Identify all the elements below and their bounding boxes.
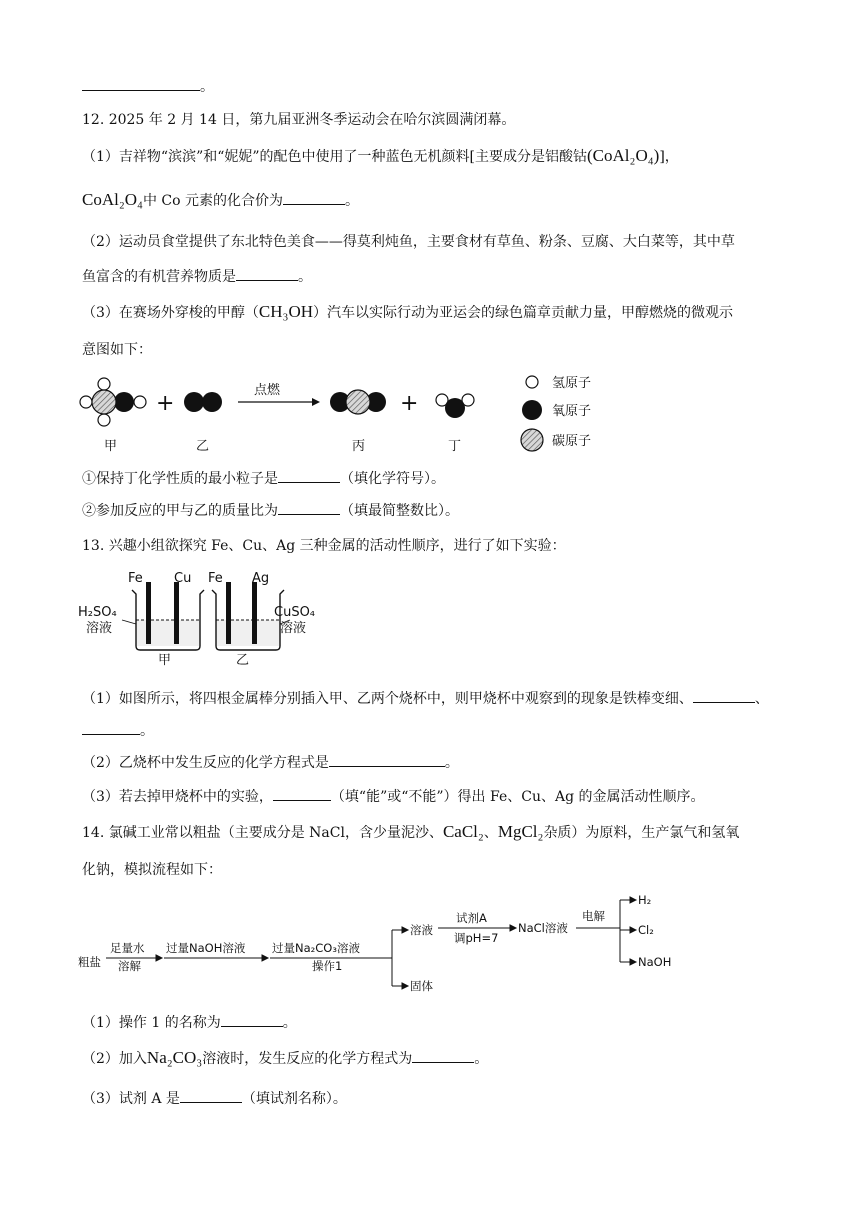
answer-blank — [283, 190, 345, 205]
flow-branch-solution: 溶液 — [410, 923, 433, 937]
label-jia: 甲 — [104, 439, 118, 454]
q12-sub1 — [82, 468, 445, 489]
q12-part3-line1 — [82, 302, 733, 323]
metal-ag-right: Ag — [252, 571, 270, 586]
q14-intro-line1 — [82, 822, 739, 843]
answer-blank — [278, 468, 340, 483]
q12-part1-line2 — [82, 190, 359, 211]
cobalt-aluminate-formula-2: CoAl₂O₄ — [82, 190, 143, 209]
separator: 、 — [483, 825, 498, 841]
beaker-name-jia: 甲 — [158, 653, 172, 668]
flow-start: 粗盐 — [78, 955, 101, 969]
beaker-name-yi: 乙 — [236, 653, 250, 668]
flow-product-naoh: NaOH — [638, 955, 672, 969]
q14-intro-text-2: 杂质）为原料，生产氯气和氢氧 — [543, 825, 740, 841]
q14-part1-text: （1）操作 1 的名称为 — [82, 1015, 221, 1031]
flow-step3-bottom: 操作1 — [312, 959, 343, 973]
q12-part1-question: 中 Co 元素的化合价为 — [142, 193, 284, 209]
prev-answer-line — [82, 76, 214, 97]
q13-part1-text: （1）如图所示，将四根金属棒分别插入甲、乙两个烧杯中，则甲烧杯中观察到的现象是铁棒变细、 — [82, 691, 693, 707]
sodium-carbonate-formula: Na₂CO₃ — [146, 1048, 203, 1067]
flow-step4-bottom: 调pH=7 — [454, 931, 499, 945]
solution-label-right: 溶液 — [280, 621, 307, 636]
legend-carbon: 碳原子 — [552, 434, 592, 449]
q13-part3-text: （3）若去掉甲烧杯中的实验， — [82, 789, 273, 805]
hydrogen-legend-icon — [526, 376, 538, 388]
combustion-micro-diagram — [76, 370, 616, 460]
answer-blank — [82, 720, 140, 735]
period: 。 — [282, 1015, 297, 1031]
q13-part3-text-2: （填“能”或“不能”）得出 Fe、Cu、Ag 的金属活动性顺序。 — [330, 789, 705, 805]
flow-step1-top: 足量水 — [110, 941, 145, 955]
q12-part2-question: 鱼富含的有机营养物质是 — [82, 269, 236, 285]
answer-blank — [180, 1088, 242, 1103]
methanol-molecule — [80, 378, 146, 426]
q12-part3-text: （3）在赛场外穿梭的甲醇（ — [82, 305, 259, 321]
water-molecule — [436, 394, 474, 418]
plus-sign-2: + — [400, 391, 419, 416]
q12-part1-text: （1）吉祥物“滨滨”和“妮妮”的配色中使用了一种蓝色无机颜料[主要成分是铝酸钴 — [82, 149, 587, 165]
answer-blank — [329, 752, 445, 767]
flow-step3-top: 过量Na₂CO₃溶液 — [272, 941, 360, 955]
q14-part2 — [82, 1048, 488, 1069]
q12-part2-line1: （2）运动员食堂提供了东北特色美食——得莫利炖鱼，主要食材有草鱼、粉条、豆腐、大白菜等，其中草 — [82, 234, 735, 250]
period: 。 — [474, 1051, 489, 1067]
q12-part1-line1 — [82, 146, 679, 167]
flow-electrolysis: 电解 — [582, 909, 605, 923]
q12-part1-end: ]， — [659, 149, 679, 165]
carbon-legend-icon — [521, 429, 543, 451]
metal-cu-left: Cu — [174, 571, 192, 586]
q12-sub1-end: （填化学符号）。 — [340, 471, 445, 487]
oxygen-molecule — [184, 392, 222, 412]
q14-intro-text: 14. 氯碱工业常以粗盐（主要成分是 NaCl，含少量泥沙、 — [82, 825, 443, 841]
answer-blank — [221, 1012, 283, 1027]
answer-blank — [273, 786, 331, 801]
legend-hydrogen: 氢原子 — [552, 376, 592, 391]
period: 。 — [140, 723, 154, 739]
flow-step1-bottom: 溶解 — [118, 959, 141, 973]
flow-nacl: NaCl溶液 — [518, 921, 568, 935]
answer-blank — [82, 76, 200, 91]
metal-fe-right: Fe — [208, 571, 223, 586]
q12-sub1-text: ①保持丁化学性质的最小粒子是 — [82, 471, 278, 487]
q12-part2-line2 — [82, 266, 312, 287]
beaker-jia — [132, 582, 204, 650]
q12-part3-line2: 意图如下： — [82, 342, 152, 358]
q12-sub2 — [82, 500, 459, 521]
flow-product-cl2: Cl₂ — [638, 923, 654, 937]
q14-intro-line2: 化钠，模拟流程如下： — [82, 862, 222, 878]
arrow-label: 点燃 — [254, 383, 281, 398]
q13-part2-text: （2）乙烧杯中发生反应的化学方程式是 — [82, 755, 329, 771]
answer-blank — [412, 1048, 474, 1063]
period: 。 — [200, 79, 214, 95]
q13-intro: 13. 兴趣小组欲探究 Fe、Cu、Ag 三种金属的活动性顺序，进行了如下实验： — [82, 538, 566, 554]
flow-product-h2: H₂ — [638, 893, 652, 907]
q13-part3 — [82, 786, 704, 807]
label-yi: 乙 — [196, 439, 210, 454]
period: 。 — [298, 269, 312, 285]
solution-h2so4: H₂SO₄ — [78, 605, 117, 620]
q14-part3-text: （3）试剂 A 是 — [82, 1091, 180, 1107]
period: 。 — [345, 193, 360, 209]
answer-blank — [278, 500, 340, 515]
separator: 、 — [754, 691, 769, 707]
flow-branch-solid: 固体 — [410, 979, 433, 993]
q14-part3-end: （填试剂名称）。 — [241, 1091, 347, 1107]
q14-part1 — [82, 1012, 297, 1033]
methanol-formula: CH₃OH — [258, 302, 314, 321]
label-bing: 丙 — [352, 439, 366, 454]
calcium-chloride-formula: CaCl₂ — [442, 822, 484, 841]
magnesium-chloride-formula: MgCl₂ — [497, 822, 544, 841]
cobalt-aluminate-formula: (CoAl₂O₄) — [587, 146, 660, 165]
chlor-alkali-flow-diagram — [76, 888, 696, 1000]
flow-step2: 过量NaOH溶液 — [166, 941, 246, 955]
period: 。 — [444, 755, 459, 771]
q14-part2-text-2: 溶液时，发生反应的化学方程式为 — [202, 1051, 413, 1067]
q12-sub2-text: ②参加反应的甲与乙的质量比为 — [82, 503, 278, 519]
q12-intro: 12. 2025 年 2 月 14 日，第九届亚洲冬季运动会在哈尔滨圆满闭幕。 — [82, 112, 516, 128]
carbon-dioxide-molecule — [330, 390, 386, 414]
label-ding: 丁 — [448, 439, 462, 454]
q13-part1-line2 — [82, 720, 154, 741]
q12-part3-text-2: ）汽车以实际行动为亚运会的绿色篇章贡献力量，甲醇燃烧的微观示 — [313, 305, 734, 321]
answer-blank — [693, 688, 755, 703]
legend-oxygen: 氧原子 — [552, 404, 592, 419]
q14-part2-text: （2）加入 — [82, 1051, 147, 1067]
solution-label-left: 溶液 — [86, 621, 113, 636]
q13-part1-line1 — [82, 688, 769, 709]
q14-part3 — [82, 1088, 347, 1109]
q12-sub2-end: （填最简整数比）。 — [340, 503, 459, 519]
oxygen-legend-icon — [522, 400, 542, 420]
answer-blank — [236, 266, 298, 281]
metal-fe-left: Fe — [128, 571, 143, 586]
solution-cuso4: CuSO₄ — [274, 605, 316, 620]
formula-text: CoAl₂O₄ — [592, 146, 654, 165]
flow-step4-top: 试剂A — [456, 911, 487, 925]
plus-sign: + — [156, 391, 175, 416]
q13-part2 — [82, 752, 459, 773]
beaker-experiment-diagram — [76, 566, 336, 668]
